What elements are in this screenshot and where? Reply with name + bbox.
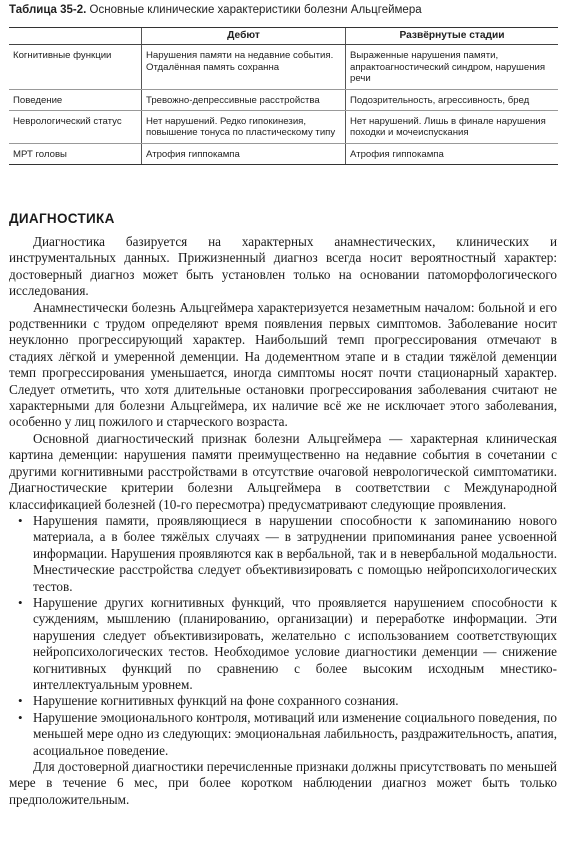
table-cell-category: Поведение: [9, 89, 142, 110]
list-item: [9, 595, 557, 693]
paragraph: Основной диагностический признак болезни Альцгеймера — характерная клиническая картина деменции: нарушения памяти преимущественно на недавние события в сочетании с другими когнитивными расстройствами в отсутствие очаговой неврологической симптоматики. Диагностические критерии болезни Альцгеймера в соответствии с Международной классификацией болезней (10-го пересмотра) предусматривают следующие проявления.: [9, 430, 557, 512]
paragraph: Диагностика базируется на характерных анамнестических, клинических и инструментальных данных. Прижизненный диагноз всегда носит вероятностный характер: достоверный диагноз может быть установлен только на основании патоморфологического исследования.: [9, 234, 557, 299]
table-cell-onset: Нарушения памяти на недавние события. Отдалённая память сохранна: [142, 45, 346, 89]
table-cell-advanced: Нет нарушений. Лишь в финале нарушения походки и мочеиспускания: [346, 111, 559, 144]
table-caption-text: Основные клинические характеристики болезни Альцгеймера: [89, 4, 422, 16]
table-cell-advanced: Подозрительность, агрессивность, бред: [346, 89, 559, 110]
paragraph: Анамнестически болезнь Альцгеймера характеризуется незаметным началом: больной и его родственники с трудом определяют время появления первых симптомов. Заболевание носит неуклонно прогрессирующий характер. Наибольший темп прогрессирования отмечают в стадиях лёгкой и умеренной деменции. На додементном этапе и в стадии тяжёлой деменции темп прогрессирования уменьшается, иногда симптомы носят почти стационарный характер. Следует отметить, что хотя длительные остановки прогрессирования заболевания считают не характерными для болезни Альцгеймера, их наличие всё же не исключает этого заболевания, особенно у лиц пожилого и старческого возраста.: [9, 299, 557, 430]
list-item-text: Нарушения памяти, проявляющиеся в нарушении способности к запоминанию нового материала, а в более тяжёлых случаях — в затруднении припоминания ранее усвоенной информации. Нарушения проявляются как в вербальной, так и в невербальной модальности. Мнестические расстройства следует объективизировать с помощью нейропсихологических тестов.: [33, 512, 557, 594]
table-cell-category: Неврологический статус: [9, 111, 142, 144]
table-cell-onset: Нет нарушений. Редко гипокинезия, повышение тонуса по пластическому типу: [142, 111, 346, 144]
bullet-icon: •: [18, 512, 23, 528]
table-cell-category: МРТ головы: [9, 143, 142, 164]
table-header-onset: Дебют: [142, 28, 346, 45]
table-cell-advanced: Атрофия гиппокампа: [346, 143, 559, 164]
table-cell-category: Когнитивные функции: [9, 45, 142, 89]
table-row: [9, 143, 558, 164]
table-caption: [9, 4, 422, 16]
paragraph: Для достоверной диагностики перечисленные признаки должны присутствовать по меньшей мере в течение 6 мес, при более коротком наблюдении диагноз может быть только предположительным.: [9, 759, 557, 807]
list-item-text: Нарушение эмоционального контроля, мотиваций или изменение социального поведения, по меньшей мере одно из следующих: эмоциональная лабильность, раздражительность, апатия, асоциальное поведение.: [33, 709, 557, 758]
bullet-icon: •: [18, 693, 23, 709]
table-caption-label: Таблица 35-2.: [9, 4, 87, 16]
list-item: [9, 513, 557, 595]
list-item-text: Нарушение когнитивных функций на фоне сохранного сознания.: [33, 693, 399, 709]
bullet-icon: •: [18, 709, 23, 725]
table-header-row: [9, 28, 558, 45]
criteria-list: [9, 513, 557, 759]
table-header-empty: [9, 28, 142, 45]
table-cell-onset: Тревожно-депрессивные расстройства: [142, 89, 346, 110]
table-cell-advanced: Выраженные нарушения памяти, апрактоагностический синдром, нарушения речи: [346, 45, 559, 89]
table-cell-onset: Атрофия гиппокампа: [142, 143, 346, 164]
table-header-advanced-stages: Развёрнутые стадии: [346, 28, 559, 45]
table-row: [9, 45, 558, 89]
table-row: [9, 89, 558, 110]
bullet-icon: •: [18, 594, 23, 610]
table-row: [9, 111, 558, 144]
list-item: [9, 710, 557, 759]
section-body: [9, 234, 557, 808]
clinical-features-table: [9, 27, 558, 165]
section-title: ДИАГНОСТИКА: [9, 211, 115, 226]
list-item: [9, 693, 557, 709]
list-item-text: Нарушение других когнитивных функций, что проявляется нарушением способности к суждениям, мышлению (планированию, организации) и переработке информации. Эти нарушения следует объективизировать, желательно с использованием соответствующих нейропсихологических тестов. Необходимое условие диагностики деменции — снижение когнитивных функций по сравнению с более высоким исходным мнестико-интеллектуальным уровнем.: [33, 594, 557, 692]
